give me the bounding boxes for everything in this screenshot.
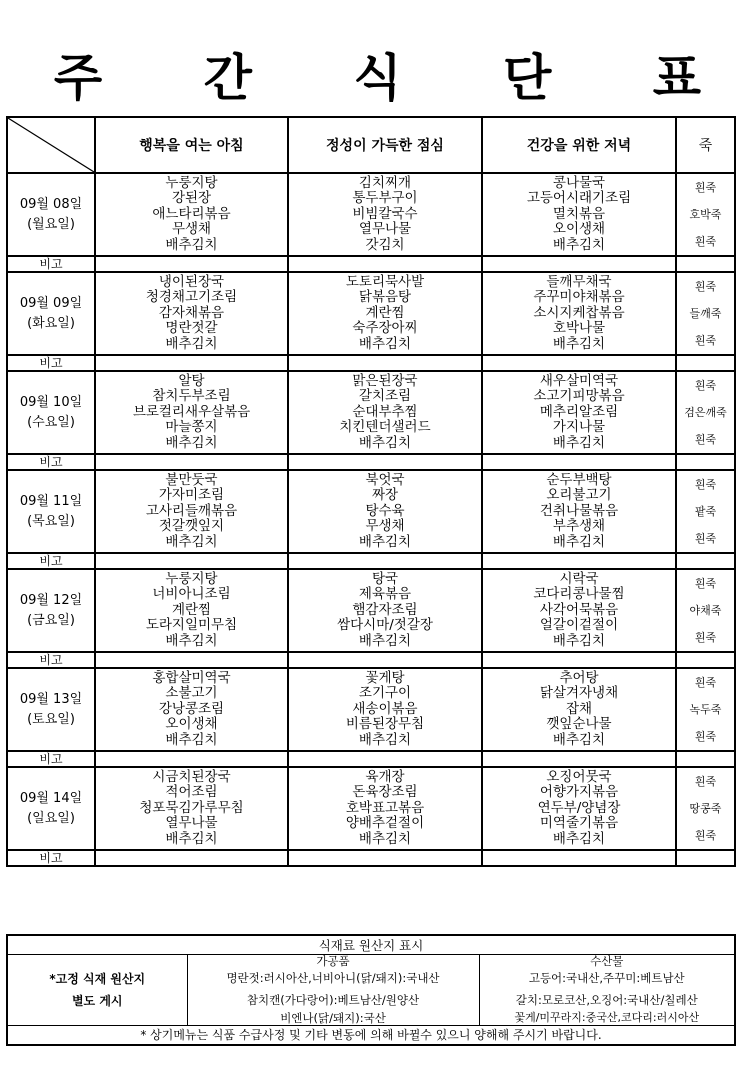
note-label: 비고 [7,850,95,866]
note-cell [676,652,735,668]
menu-item: 들깨무채국 [546,273,612,290]
note-cell [482,454,676,470]
note-row [7,355,735,371]
menu-item: 도토리묵사발 [345,273,425,290]
processed-head: 가공품 [316,954,350,968]
menu-item: 계란찜 [171,601,212,618]
dinner-cell [482,470,676,553]
menu-item: 짜장 [371,487,399,504]
breakfast-cell [95,569,288,652]
porridge-item: 흰죽 [694,676,717,689]
note-row [7,553,735,569]
weekly-menu-table [6,116,736,867]
menu-item: 너비아니조림 [152,586,231,603]
menu-item: 비빔칼국수 [352,205,418,222]
menu-item: 도라지일미무침 [145,617,238,634]
menu-item: 시락국 [559,570,599,587]
porridge-item: 흰죽 [694,577,717,590]
note-label: 비고 [7,553,95,569]
menu-item: 순두부백탕 [546,471,612,488]
menu-item: 호박표고볶음 [345,799,425,816]
porridge-item: 땅콩죽 [689,802,722,815]
menu-item: 꽃게탕 [365,669,405,686]
lunch-cell [288,767,482,850]
menu-item: 알탕 [178,372,205,389]
menu-item: 배추김치 [165,533,218,550]
menu-item: 오이생채 [552,221,606,238]
menu-item: 배추김치 [552,533,606,550]
porridge-item: 들깨죽 [689,307,722,320]
menu-item: 명란젓갈 [165,320,218,337]
menu-item: 배추김치 [165,830,218,847]
day-cell [7,569,95,652]
menu-item: 소시지케찹볶음 [533,304,625,321]
menu-item: 고사리들깨볶음 [145,502,238,519]
processed-origin-cell [187,955,479,1026]
porridge-item: 흰죽 [694,379,717,392]
menu-item: 콩나물국 [552,174,606,191]
seafood-line: 고등어:국내산,주꾸미:베트남산 [528,971,685,985]
menu-item: 깻잎순나물 [546,716,612,733]
fixed-label-line2: 별도 게시 [71,994,123,1008]
menu-item: 배추김치 [165,236,218,253]
menu-item: 소불고기 [165,685,218,702]
note-cell [95,256,288,272]
porridge-cell [676,767,735,850]
menu-item: 북엇국 [365,471,405,488]
note-row [7,454,735,470]
note-cell [95,850,288,866]
porridge-item: 흰죽 [694,181,717,194]
header-row [7,117,735,173]
day-row [7,767,735,850]
note-cell [676,850,735,866]
menu-item: 비름된장무침 [345,716,425,733]
menu-item: 참치두부조림 [152,388,231,405]
note-cell [288,850,482,866]
day-cell [7,173,95,256]
menu-item: 열무나물 [165,815,218,832]
note-label: 비고 [7,256,95,272]
day-row [7,470,735,553]
menu-item: 닭볶음탕 [358,289,412,306]
porridge-header: 죽 [676,117,735,173]
menu-item: 배추김치 [358,830,412,847]
menu-item: 맑은된장국 [352,372,418,389]
fixed-label-line1: *고정 식재 원산지 [49,972,146,986]
menu-item: 김치찌개 [358,174,412,191]
menu-item: 탕수육 [365,502,405,519]
lunch-cell [288,272,482,355]
dinner-cell [482,569,676,652]
breakfast-cell [95,470,288,553]
menu-item: 소고기피망볶음 [533,388,625,405]
processed-line: 비엔나(닭/돼지):국산 [280,1011,386,1025]
porridge-cell [676,668,735,751]
breakfast-cell [95,371,288,454]
menu-item: 조기구이 [358,685,412,702]
breakfast-header: 행복을 여는 아침 [95,117,288,173]
menu-item: 치킨텐더샐러드 [339,419,431,436]
dinner-header: 건강을 위한 저녁 [482,117,676,173]
menu-item: 육개장 [365,768,405,785]
menu-item: 오리불고기 [546,487,612,504]
menu-item: 시금치된장국 [152,768,231,785]
day-row [7,569,735,652]
menu-item: 배추김치 [165,632,218,649]
menu-item: 애느타리볶음 [152,205,231,222]
note-cell [288,454,482,470]
menu-item: 새송이볶음 [352,700,418,717]
porridge-item: 흰죽 [694,775,717,788]
porridge-cell [676,173,735,256]
lunch-cell [288,173,482,256]
menu-item: 배추김치 [552,731,606,748]
note-row [7,256,735,272]
day-row [7,371,735,454]
porridge-item: 팥죽 [694,505,717,518]
menu-item: 불만둣국 [165,471,218,488]
day-cell [7,272,95,355]
porridge-item: 흰죽 [694,829,717,842]
porridge-item: 흰죽 [694,478,717,491]
note-cell [482,553,676,569]
note-cell [482,355,676,371]
weekday-label: (일요일) [27,810,75,826]
note-cell [482,652,676,668]
porridge-cell [676,569,735,652]
menu-item: 오이생채 [165,716,218,733]
note-cell [288,553,482,569]
breakfast-cell [95,767,288,850]
menu-item: 연두부/양념장 [537,799,621,816]
note-cell [95,751,288,767]
menu-item: 숙주장아찌 [352,320,418,337]
page-title: 주 간 식 단 표 [53,49,744,107]
menu-item: 얼갈이겉절이 [539,617,619,634]
porridge-item: 흰죽 [694,334,717,347]
menu-item: 감자채볶음 [158,304,225,321]
seafood-line: 꽃게/미꾸라지:중국산,코다리:러시아산 [514,1011,700,1024]
menu-item: 갓김치 [365,236,405,253]
porridge-item: 검은깨죽 [684,406,727,419]
lunch-cell [288,569,482,652]
menu-item: 누룽지탕 [165,174,218,191]
porridge-item: 흰죽 [694,532,717,545]
note-label: 비고 [7,652,95,668]
porridge-item: 흰죽 [694,730,717,743]
dinner-cell [482,668,676,751]
menu-item: 주꾸미야채볶음 [533,289,625,306]
note-cell [288,256,482,272]
note-cell [482,850,676,866]
date-label: 09월 13일 [19,691,83,707]
menu-item: 배추김치 [165,335,218,352]
porridge-item: 흰죽 [694,280,717,293]
menu-item: 배추김치 [358,533,412,550]
menu-item: 잡채 [565,700,593,717]
day-row [7,173,735,256]
menu-item: 미역줄기볶음 [539,815,619,832]
menu-item: 배추김치 [552,434,606,451]
menu-item: 배추김치 [358,434,412,451]
day-row [7,668,735,751]
note-cell [676,355,735,371]
note-cell [95,652,288,668]
weekday-label: (목요일) [27,513,75,529]
note-cell [676,454,735,470]
note-cell [95,454,288,470]
menu-item: 새우살미역국 [539,372,619,389]
note-row [7,850,735,866]
note-cell [95,553,288,569]
menu-item: 사각어묵볶음 [539,601,619,618]
lunch-cell [288,668,482,751]
porridge-cell [676,371,735,454]
weekday-label: (금요일) [27,612,75,628]
menu-item: 어향가지볶음 [539,784,619,801]
note-label: 비고 [7,454,95,470]
note-cell [95,355,288,371]
menu-item: 오징어뭇국 [546,768,612,785]
fixed-origin-note [7,955,187,1026]
menu-item: 무생채 [365,518,405,535]
day-cell [7,668,95,751]
weekday-label: (화요일) [27,315,75,331]
porridge-item: 야채죽 [689,604,722,617]
note-cell [676,256,735,272]
menu-item: 배추김치 [358,632,412,649]
note-cell [288,355,482,371]
menu-item: 닭살겨자냉채 [539,685,619,702]
menu-item: 추어탕 [559,669,599,686]
note-cell [482,751,676,767]
menu-item: 열무나물 [358,221,412,238]
dinner-cell [482,767,676,850]
processed-line: 참치캔(가다랑어):베트남산/원양산 [246,993,420,1007]
weekday-label: (수요일) [27,414,75,430]
porridge-item: 녹두죽 [689,703,722,716]
menu-item: 가지나물 [552,419,606,436]
menu-item: 메추리알조림 [539,403,619,420]
menu-item: 냉이된장국 [158,273,225,290]
breakfast-cell [95,272,288,355]
lunch-header: 정성이 가득한 점심 [288,117,482,173]
breakfast-cell [95,668,288,751]
day-row [7,272,735,355]
origin-table [6,934,736,1046]
menu-item: 멸치볶음 [552,205,606,222]
menu-item: 청경채고기조림 [145,289,238,306]
date-label: 09월 10일 [19,394,83,410]
menu-item: 건취나물볶음 [539,502,619,519]
menu-item: 배추김치 [165,434,218,451]
menu-item: 갈치조림 [358,388,412,405]
menu-item: 제육볶음 [358,586,412,603]
menu-item: 돈육장조림 [352,784,418,801]
porridge-item: 호박죽 [689,208,722,221]
date-label: 09월 11일 [19,493,83,509]
menu-item: 강된장 [171,190,212,207]
day-cell [7,470,95,553]
porridge-item: 흰죽 [694,235,717,248]
porridge-item: 흰죽 [694,631,717,644]
seafood-origin-cell [479,955,735,1026]
note-cell [676,751,735,767]
date-label: 09월 09일 [19,295,83,311]
menu-item: 고등어시래기조림 [526,190,632,207]
menu-item: 무생채 [171,221,212,238]
menu-item: 배추김치 [552,236,606,253]
menu-item: 마늘쫑지 [165,419,218,436]
breakfast-cell [95,173,288,256]
date-label: 09월 14일 [19,790,83,806]
menu-item: 배추김치 [165,731,218,748]
menu-item: 가자미조림 [158,487,225,504]
day-cell [7,767,95,850]
menu-item: 홍합살미역국 [152,669,231,686]
footer-notice: * 상기메뉴는 식품 수급사정 및 기타 변동에 의해 바뀔수 있으니 양해해 주시기 바랍니다. [7,1026,735,1046]
menu-item: 젓갈깻잎지 [158,518,225,535]
dinner-cell [482,173,676,256]
porridge-item: 흰죽 [694,433,717,446]
menu-item: 청포묵김가루무침 [139,799,244,816]
note-cell [288,652,482,668]
menu-item: 배추김치 [552,830,606,847]
note-row [7,751,735,767]
date-label: 09월 08일 [19,196,83,212]
seafood-line: 갈치:모로코산,오징어:국내산/칠레산 [515,993,698,1007]
menu-item: 배추김치 [358,335,412,352]
menu-item: 쌈다시마/젓갈장 [337,617,433,634]
menu-item: 부추생채 [552,518,606,535]
menu-item: 코다리콩나물찜 [533,586,625,603]
note-label: 비고 [7,751,95,767]
menu-item: 순대부추찜 [352,403,418,420]
dinner-cell [482,272,676,355]
note-cell [288,751,482,767]
note-label: 비고 [7,355,95,371]
day-cell [7,371,95,454]
menu-item: 호박나물 [552,320,606,337]
dinner-cell [482,371,676,454]
date-label: 09월 12일 [19,592,83,608]
menu-item: 햄감자조림 [352,601,418,618]
note-cell [676,553,735,569]
diagonal-line [8,118,94,172]
menu-item: 배추김치 [552,335,606,352]
weekday-label: (월요일) [27,216,75,232]
menu-item: 통두부구이 [352,190,418,207]
corner-cell [7,117,95,173]
note-cell [482,256,676,272]
seafood-head: 수산물 [590,954,624,968]
processed-line: 명란젓:러시아산,너비아니(닭/돼지):국내산 [226,971,440,985]
menu-item: 양배추겉절이 [345,815,425,832]
menu-item: 탕국 [371,570,399,587]
porridge-cell [676,272,735,355]
lunch-cell [288,470,482,553]
lunch-cell [288,371,482,454]
menu-item: 강낭콩조림 [158,700,225,717]
menu-item: 배추김치 [358,731,412,748]
menu-item: 배추김치 [552,632,606,649]
origin-title: 식재료 원산지 표시 [7,935,735,955]
menu-item: 브로컬리새우살볶음 [132,403,251,420]
porridge-cell [676,470,735,553]
menu-item: 계란찜 [365,304,405,321]
menu-item: 누룽지탕 [165,570,218,587]
menu-item: 적어조림 [165,784,218,801]
note-row [7,652,735,668]
weekday-label: (토요일) [27,711,75,727]
